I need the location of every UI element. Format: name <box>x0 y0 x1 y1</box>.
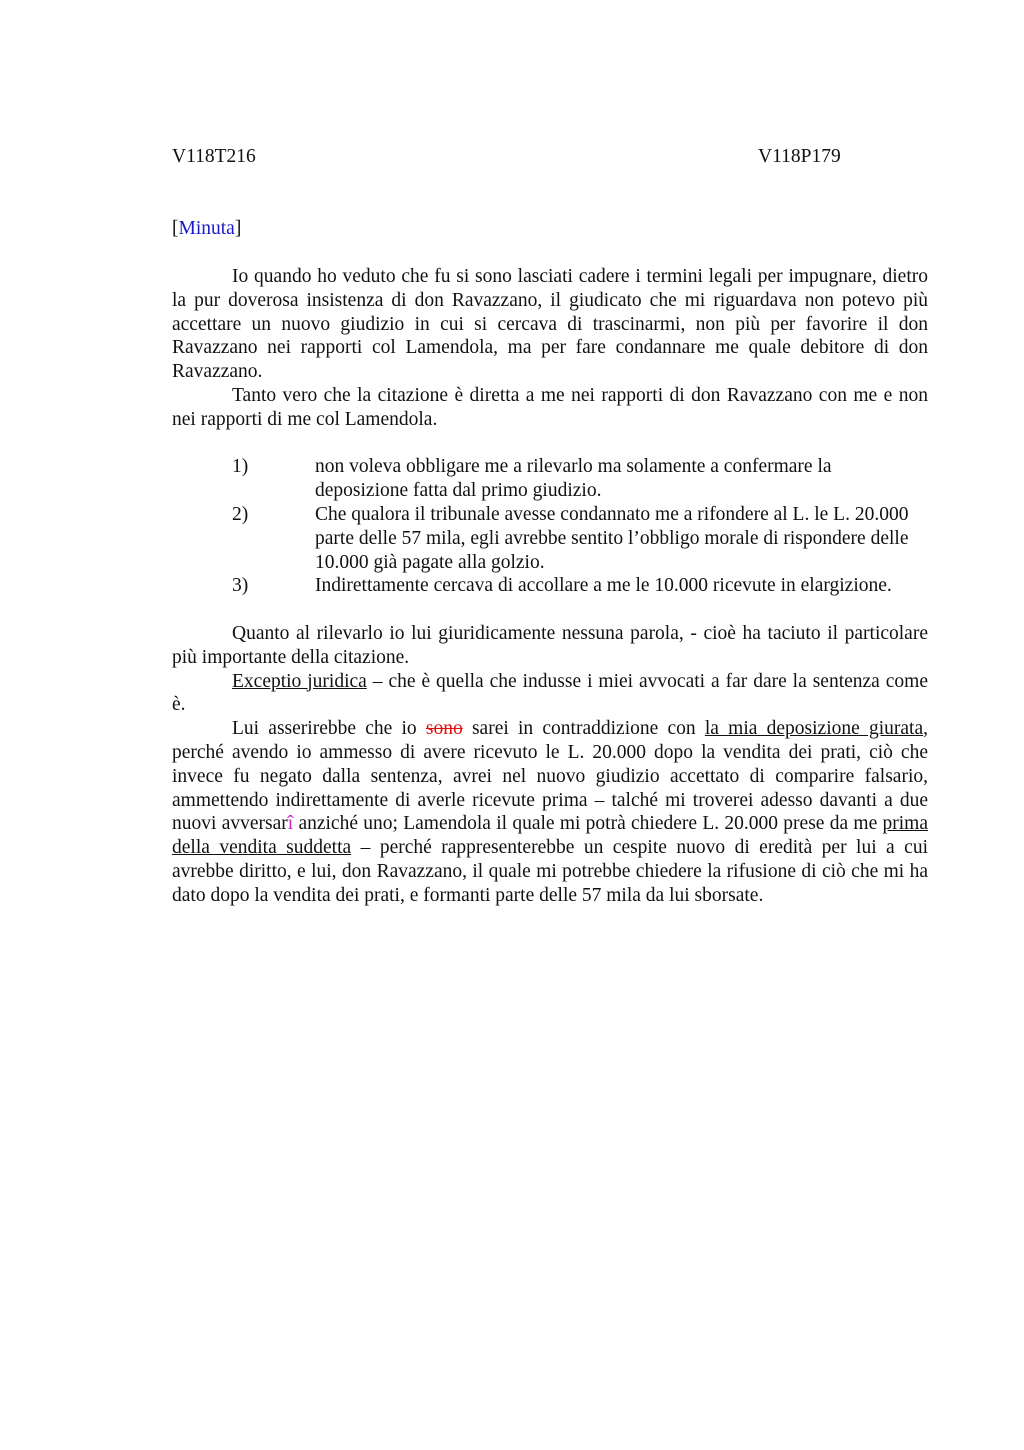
paragraph-5-part-d: anziché uno; Lamendola il quale mi potrà chiedere L. 20.000 prese da me <box>293 813 883 835</box>
underlined-phrase: la mia deposizione giurata <box>704 718 924 740</box>
list-item <box>172 503 928 574</box>
paragraph-5 <box>172 717 928 907</box>
paragraph-4-rest: – che è quella che indusse i miei avvocati a far dare la sentenza come è. <box>172 670 928 716</box>
list-item-number: 1) <box>232 456 249 478</box>
label-open-bracket: [ <box>172 218 179 239</box>
right-reference-code: V118P179 <box>758 146 841 167</box>
paragraph-5-part-c: , perché avendo io ammesso di avere ricevuto le L. 20.000 dopo la vendita dei prati, ciò che invece fu negato dalla sentenza, avrei nel nuovo giudizio accettato di comparire falsario, ammettendo indirettamente di averle ricevute prima – talché mi troverei adesso davanti a due nuovi avversar <box>172 718 929 835</box>
numbered-list <box>172 455 928 598</box>
list-item-text: Che qualora il tribunale avesse condannato me a rifondere al L. le L. 20.000 parte delle 57 mila, egli avrebbe sentito l’obbligo morale di rispondere delle 10.000 già pagate alla golzio. <box>315 503 909 573</box>
list-item-text: Indirettamente cercava di accollare a me le 10.000 ricevute in elargizione. <box>315 575 892 597</box>
paragraph-2: Tanto vero che la citazione è diretta a me nei rapporti di don Ravazzano con me e non nei rapporti di me col Lamendola. <box>172 384 928 430</box>
label-word: Minuta <box>178 218 235 239</box>
paragraph-5-part-e: – perché rappresenterebbe un cespite nuovo di eredità per lui a cui avrebbe diritto, e lui, don Ravazzano, il quale mi potrebbe chiedere la rifusione di ciò che mi ha dato dopo la vendita dei prati, e formanti parte delle 57 mila da lui sborsate. <box>172 837 928 906</box>
list-item-number: 2) <box>232 503 249 525</box>
left-reference-code: V118T216 <box>172 146 256 167</box>
underlined-phrase: Exceptio juridica <box>232 670 367 692</box>
paragraph-5-part-a: Lui asserirebbe che io <box>232 718 426 740</box>
paragraph-1: Io quando ho veduto che fu si sono lasciati cadere i termini legali per impugnare, dietro la pur doverosa insistenza di don Ravazzano, il giudicato che mi riguardava non potevo più accettare un nuovo giudizio in cui si cercava di trascinarmi, non più per favorire il don Ravazzano nei rapporti col Lamendola, ma per fare condannare me quale debitore di don Ravazzano. <box>172 266 928 383</box>
list-item <box>172 455 928 503</box>
deleted-word: sono <box>425 718 463 740</box>
paragraph-5-part-b: sarei in contraddizione con <box>462 718 705 740</box>
document-body <box>172 265 928 908</box>
label-close-bracket: ] <box>234 218 242 239</box>
list-item-number: 3) <box>232 575 249 597</box>
list-item-text: non voleva obbligare me a rilevarlo ma solamente a confermare la deposizione fatta dal primo giudizio. <box>315 456 832 502</box>
inserted-letter: î <box>287 813 294 835</box>
paragraph-4 <box>172 670 928 718</box>
minuta-label <box>172 218 241 240</box>
document-header <box>172 146 928 172</box>
list-item <box>172 574 928 598</box>
paragraph-3: Quanto al rilevarlo io lui giuridicamente nessuna parola, - cioè ha taciuto il particolare più importante della citazione. <box>172 622 928 668</box>
underlined-phrase: prima della vendita suddetta <box>172 813 928 859</box>
